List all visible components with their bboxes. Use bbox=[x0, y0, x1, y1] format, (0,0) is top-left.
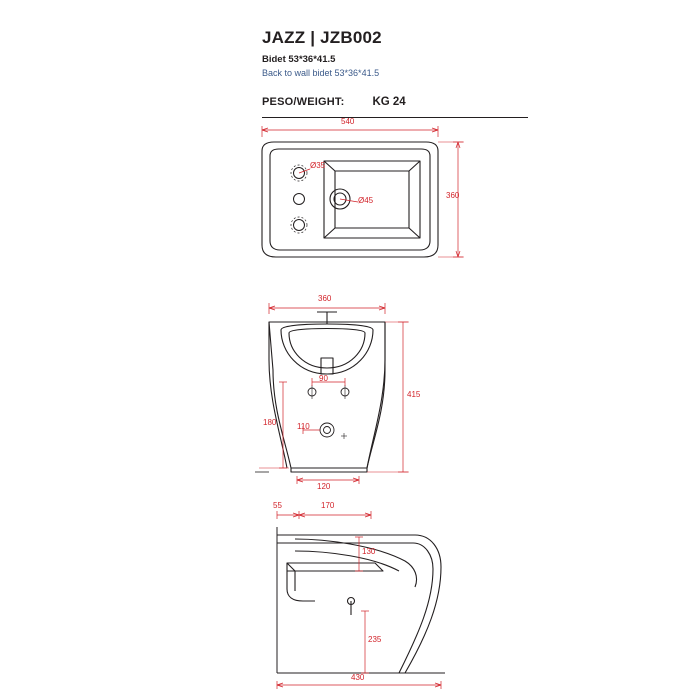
mount-height-dimension: 180 bbox=[263, 418, 277, 427]
back-offset-dimension: 55 bbox=[273, 501, 282, 510]
product-header bbox=[262, 28, 532, 78]
page-title: JAZZ | JZB002 bbox=[262, 28, 382, 47]
top-view bbox=[240, 117, 480, 290]
weight-value: KG 24 bbox=[372, 96, 406, 108]
body-height-dimension: 235 bbox=[368, 635, 382, 644]
front-height-dimension: 415 bbox=[407, 390, 421, 399]
rim-height-dimension: 130 bbox=[362, 547, 376, 556]
hole-spacing-dimension: 90 bbox=[319, 374, 328, 383]
top-depth-dimension: 360 bbox=[446, 191, 460, 200]
base-offset-dimension: 110 bbox=[297, 422, 310, 431]
rim-width-dimension: 170 bbox=[321, 501, 335, 510]
front-view bbox=[255, 294, 455, 491]
top-width-dimension: 540 bbox=[341, 117, 355, 126]
front-width-dimension: 360 bbox=[318, 294, 332, 303]
weight-label: PESO/WEIGHT: bbox=[262, 96, 345, 108]
product-subtitle-it: Bidet 53*36*41.5 bbox=[262, 54, 336, 65]
large-hole-dimension: Ø45 bbox=[358, 196, 374, 205]
small-hole-dimension: Ø35 bbox=[310, 161, 326, 170]
side-depth-dimension: 430 bbox=[351, 673, 365, 682]
side-view bbox=[255, 501, 475, 690]
base-width-dimension: 120 bbox=[317, 482, 331, 491]
header-divider bbox=[262, 117, 528, 118]
product-subtitle-en: Back to wall bidet 53*36*41.5 bbox=[262, 68, 380, 78]
weight-row bbox=[262, 96, 528, 108]
